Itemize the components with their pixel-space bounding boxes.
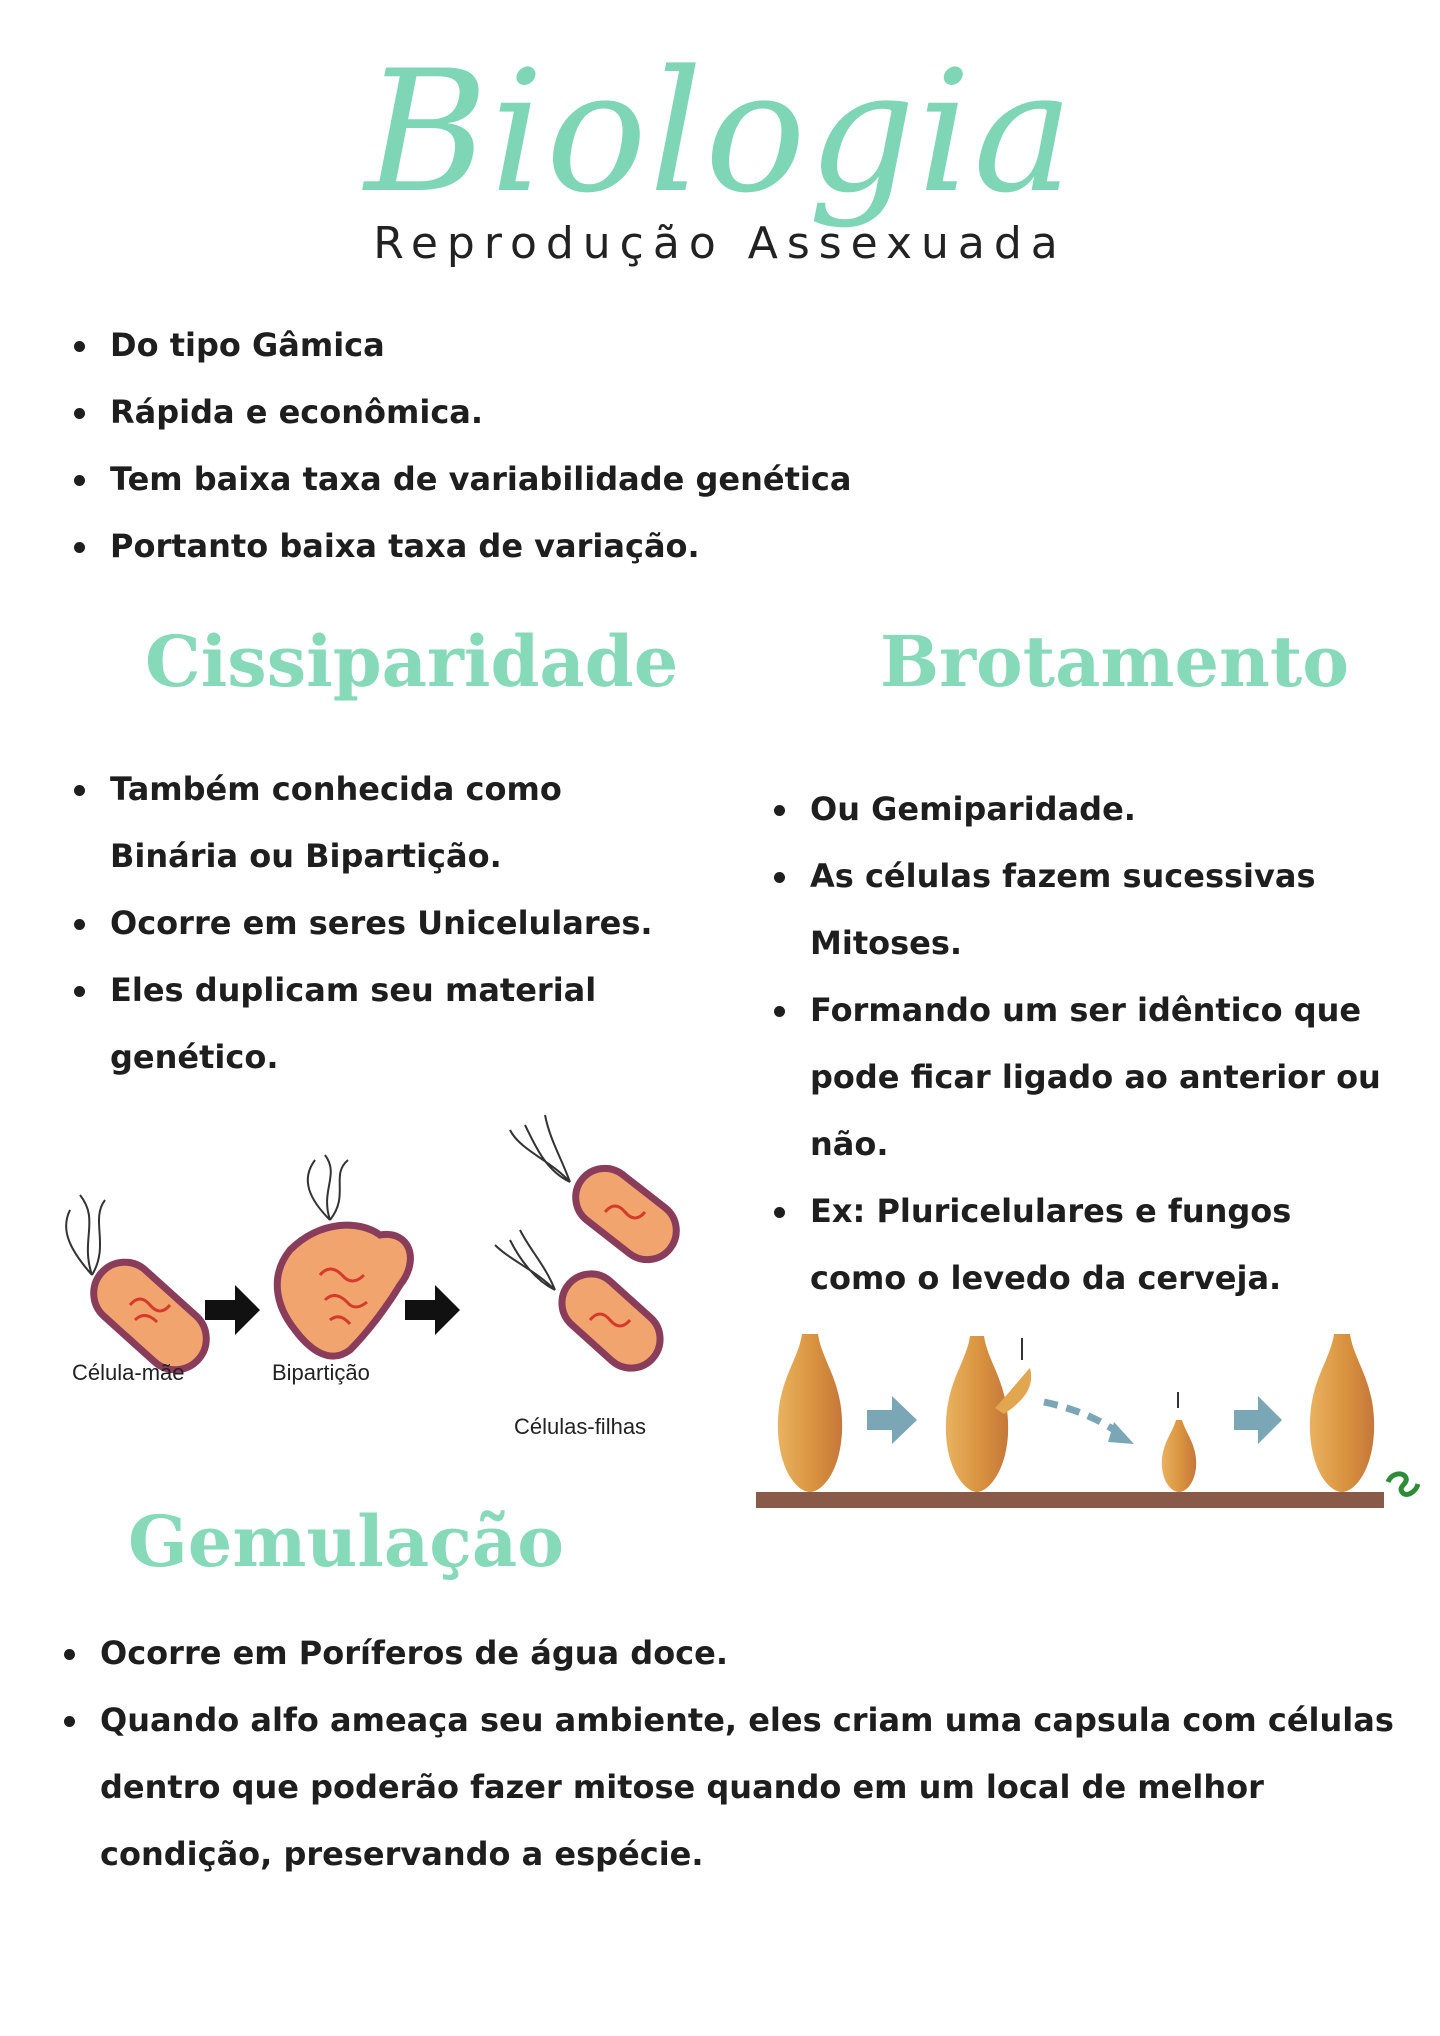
organism-icon <box>778 1334 842 1492</box>
list-item: Ocorre em Poríferos de água doce. <box>64 1620 1404 1687</box>
intro-list <box>74 312 1374 580</box>
organism-icon <box>1162 1420 1196 1492</box>
daughter-cell-icon <box>510 1115 688 1271</box>
cissiparidade-heading: Cissiparidade <box>145 620 679 703</box>
list-item: As células fazem sucessivas Mitoses. <box>774 843 1394 977</box>
budding-diagram <box>752 1322 1420 1518</box>
diagram-label: Células-filhas <box>514 1414 647 1439</box>
list-item: Ou Gemiparidade. <box>774 776 1394 843</box>
list-item: Também conhecida como Binária ou Bipartição. <box>74 756 674 890</box>
dividing-cell-icon <box>277 1155 410 1356</box>
list-item: Formando um ser idêntico que pode ficar ligado ao anterior ou não. <box>774 977 1394 1178</box>
organism-icon <box>946 1336 1008 1492</box>
dashed-arrow-icon <box>1044 1402 1120 1434</box>
page-subtitle: Reprodução Assexuada <box>373 218 1067 269</box>
list-item: Rápida e econômica. <box>74 379 1374 446</box>
list-item: Do tipo Gâmica <box>74 312 1374 379</box>
ground-bar <box>756 1492 1384 1508</box>
diagram-label: Bipartição <box>272 1360 370 1385</box>
page-title: Biologia <box>364 34 1076 230</box>
logo-icon <box>1388 1474 1418 1495</box>
gemulacao-list <box>64 1620 1404 1888</box>
diagram-label: Célula-mãe <box>72 1360 185 1385</box>
brotamento-list <box>774 776 1394 1312</box>
organism-icon <box>1310 1334 1374 1492</box>
bipartition-diagram <box>30 1100 690 1460</box>
list-item: Portanto baixa taxa de variação. <box>74 513 1374 580</box>
arrow-right-icon <box>405 1285 460 1335</box>
arrow-right-icon <box>867 1396 917 1444</box>
arrow-right-icon <box>1234 1396 1282 1444</box>
gemulacao-heading: Gemulação <box>128 1500 564 1583</box>
list-item: Eles duplicam seu material genético. <box>74 957 674 1091</box>
list-item: Ex: Pluricelulares e fungos como o levedo da cerveja. <box>774 1178 1394 1312</box>
arrow-right-icon <box>205 1285 260 1335</box>
list-item: Tem baixa taxa de variabilidade genética <box>74 446 1374 513</box>
list-item: Ocorre em seres Unicelulares. <box>74 890 674 957</box>
brotamento-heading: Brotamento <box>880 620 1349 703</box>
cissiparidade-list <box>74 756 674 1091</box>
list-item: Quando alfo ameaça seu ambiente, eles criam uma capsula com células dentro que poderão fazer mitose quando em um local de melhor condição, preservando a espécie. <box>64 1687 1404 1888</box>
mother-cell-icon <box>66 1195 219 1383</box>
